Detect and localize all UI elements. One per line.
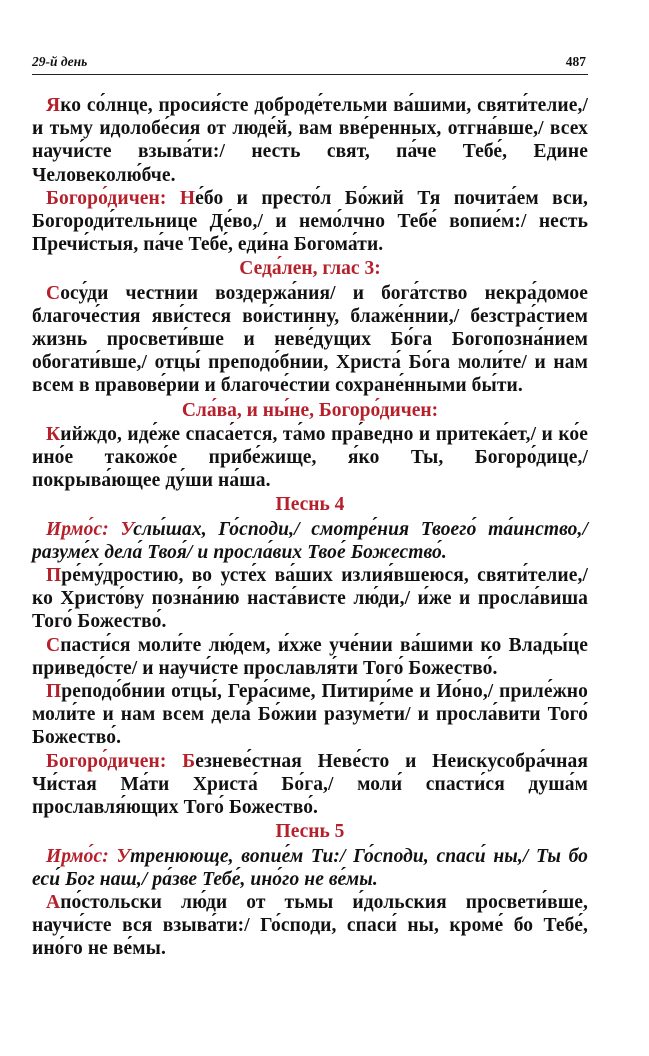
verse-paragraph	[32, 750, 588, 820]
section-heading: Песнь 5	[275, 821, 345, 843]
verse-paragraph	[32, 680, 588, 750]
initial-letter: Я	[46, 95, 61, 116]
initial-letter: С	[46, 282, 61, 304]
initial-letter: П	[46, 565, 62, 587]
verse-text: осу́ди честнии воздержа́ния/ и бога́тство некра́домое благоче́стия яви́стеся вои́стинну, блаже́ннии,/ безстра́стием жизнь просвети́вше и неве́дущих Бо́га Богопозна́нием обогати́вше,/ отцы́ преподо́бнии, Христа́ Бо́га моли́те/ и нам всем в правове́рии и благоче́стии сохране́нными бы́ти.	[32, 282, 588, 397]
section-heading: Седа́лен, глас 3:	[239, 258, 381, 280]
section-heading: Сла́ва, и ны́не, Богоро́дичен:	[181, 399, 439, 421]
verse-paragraph	[32, 423, 588, 493]
verse-text: е́бо и престо́л Бо́жий Тя почита́ем вси, Богороди́тельнице Де́во,/ и немо́лчно Тебе́ вопие́м:/ несть Пречи́стыя, па́че Тебе́, еди́на Богома́ти.	[32, 187, 589, 256]
initial-letter: У	[120, 518, 134, 540]
initial-letter: Н	[179, 187, 196, 209]
verse-label: Ирмо́с:	[46, 518, 121, 540]
initial-letter: Б	[182, 750, 196, 772]
verse-text: ко со́лнце, просия́сте доброде́тельми ва́шими, святи́телие,/ и тьму идолобе́сия от люде́й, вам вве́ренных, отгна́вше,/ всех научи́сте взыва́ти:/ несть свят, па́че Тебе́, Едине Человеколю́бче.	[32, 95, 588, 186]
verse-text: по́стольски лю́ди от тьмы и́дольския просвети́вше, научи́сте вся взыва́ти:/ Го́споди, спаси́ ны, кроме́ бо Тебе́, ино́го не ве́мы.	[32, 891, 588, 960]
verse-label: Богоро́дичен:	[46, 750, 183, 772]
verse-paragraph	[32, 94, 588, 187]
verse-paragraph	[32, 518, 588, 564]
page-number: 487	[565, 54, 586, 69]
verse-text: пасти́ся моли́те лю́дем, и́хже уче́нии ва́шими ко Влады́це приведо́сте/ и научи́сте прославля́ти Того́ Божество́.	[32, 634, 588, 679]
verse-paragraph	[32, 564, 588, 634]
verse-text: ийждо, иде́же спаса́ется, та́мо пра́ведно и притека́ет,/ и ко́е ино́е такожо́е прибе́жище, я́ко Ты, Богоро́дице,/ покрыва́ющее ду́ши на́ша.	[32, 423, 588, 492]
initial-letter: У	[116, 845, 131, 867]
verse-text: тренююще, вопие́м Ти:/ Го́споди, спаси́ ны,/ Ты бо еси́ Бог наш,/ ра́зве Тебе́, ино́го не ве́мы.	[32, 845, 589, 890]
verse-label: Ирмо́с:	[46, 845, 117, 867]
text-body	[32, 94, 588, 961]
initial-letter: С	[46, 634, 61, 656]
initial-letter: П	[46, 681, 62, 703]
verse-paragraph	[32, 282, 588, 398]
verse-paragraph	[32, 187, 588, 257]
verse-text: ре́му́дростию, во усте́х ва́ших излия́вшеюся, святи́телие,/ ко Христо́ву позна́нию наста́висте лю́ди,/ и́же и просла́вишa Того́ Божество́.	[32, 565, 588, 633]
verse-text: слы́шах, Го́споди,/ смотре́ния Твоего́ та́инство,/ разуме́х дела́ Твоя́/ и просла́вих Твое́ Божество́.	[32, 518, 588, 563]
verse-label: Богоро́дичен:	[46, 187, 180, 209]
section-heading: Песнь 4	[275, 494, 345, 516]
verse-text: езневе́стная Неве́сто и Неискусобра́чная Чи́стая Ма́ти Христа́ Бо́га,/ моли́ спасти́ся душа́м прославля́ющих Того́ Божество́.	[32, 750, 588, 819]
verse-paragraph	[32, 634, 588, 680]
verse-text: реподо́бнии отцы́, Гера́симе, Питири́ме и Ио́но,/ приле́жно моли́те и нам всем дела́ Бо́жии разуме́ти/ и просла́вити Того́ Божество́.	[32, 681, 588, 749]
verse-paragraph	[32, 845, 588, 891]
verse-paragraph	[32, 891, 588, 961]
initial-letter: К	[46, 423, 61, 445]
initial-letter: А	[46, 891, 61, 913]
header-day: 29-й день	[32, 54, 88, 69]
running-header	[32, 52, 588, 75]
